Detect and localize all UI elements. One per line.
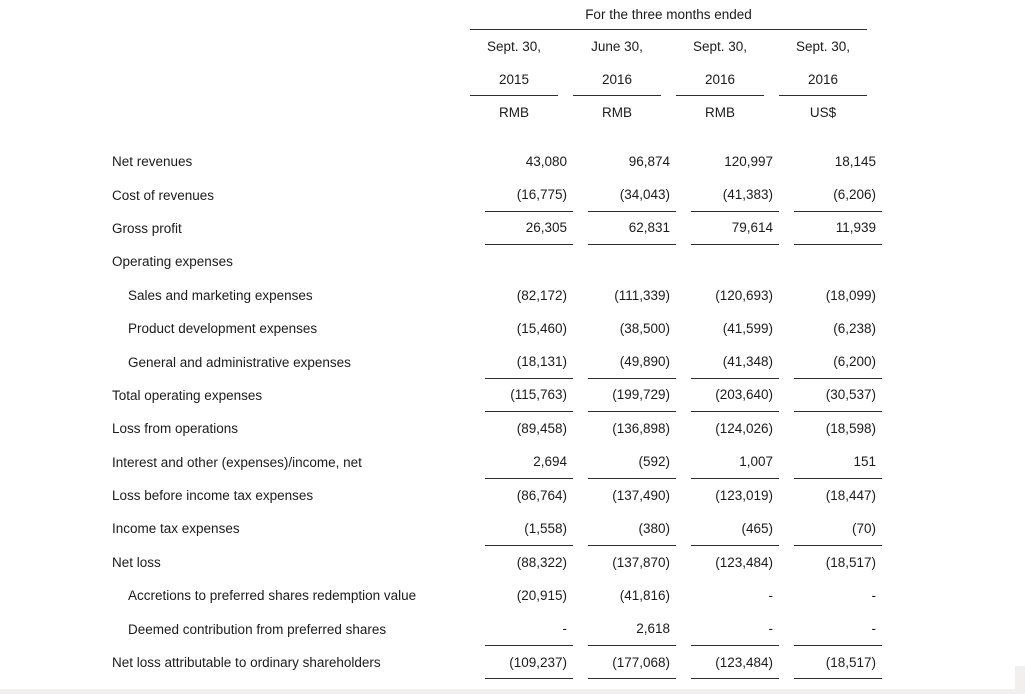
cell-value: 96,874 <box>628 154 670 170</box>
cell-value: (88,322) <box>516 554 567 570</box>
cell-value: (380) <box>588 512 676 545</box>
table-row <box>112 379 1025 412</box>
column-date-line1: Sept. 30, <box>795 39 851 54</box>
cell-value <box>691 245 779 278</box>
cell-value: (70) <box>794 512 882 545</box>
cell-value: (111,339) <box>614 287 670 303</box>
row-label: Total operating expenses <box>112 387 263 403</box>
row-label: Income tax expenses <box>112 521 240 537</box>
column-date-line1: June 30, <box>591 39 643 54</box>
cell-value: (18,598) <box>825 421 876 437</box>
table-row <box>112 479 1025 512</box>
cell-value: (41,599) <box>722 321 773 337</box>
cell-value: - <box>691 612 779 645</box>
cell-value: (15,460) <box>516 321 567 337</box>
column-unit: RMB <box>705 105 735 120</box>
table-title: For the three months ended <box>470 0 867 30</box>
row-label: Net loss attributable to ordinary shareholders <box>112 655 381 671</box>
cell-value <box>588 245 676 278</box>
table-row <box>112 446 1025 479</box>
table-row <box>112 512 1025 545</box>
cell-value: - <box>768 588 773 604</box>
table-row <box>112 178 1025 211</box>
table-row <box>112 345 1025 378</box>
cell-value: (592) <box>588 446 676 479</box>
row-label: Loss before income tax expenses <box>112 488 314 504</box>
cell-value: (124,026) <box>715 421 773 437</box>
cell-value: (123,484) <box>715 554 773 570</box>
cell-value: 18,145 <box>834 154 876 170</box>
table-header <box>112 0 1025 129</box>
column-date-line2: 2015 <box>470 63 558 96</box>
cell-value: (6,206) <box>794 178 882 211</box>
cell-value: (34,043) <box>588 178 676 211</box>
column-date-line1: Sept. 30, <box>486 39 542 54</box>
table-row <box>112 412 1025 445</box>
cell-value: 79,614 <box>691 212 779 245</box>
cell-value: (49,890) <box>588 345 676 378</box>
cell-value <box>485 245 573 278</box>
row-label: Accretions to preferred shares redemption value <box>128 588 417 604</box>
column-date-line1: Sept. 30, <box>692 39 748 54</box>
cell-value: (120,693) <box>715 287 773 303</box>
row-label: Interest and other (expenses)/income, net <box>112 454 362 470</box>
cell-value: (465) <box>691 512 779 545</box>
table-row <box>112 612 1025 645</box>
column-header-2 <box>573 30 661 129</box>
table-body <box>112 145 1025 679</box>
cell-value: (86,764) <box>516 488 567 504</box>
cell-value: (18,131) <box>485 345 573 378</box>
cell-value: (41,383) <box>691 178 779 211</box>
column-headers <box>470 30 867 129</box>
cell-value: (20,915) <box>516 588 567 604</box>
row-label: Net loss <box>112 554 161 570</box>
table-row <box>112 646 1025 679</box>
table-row <box>112 212 1025 245</box>
cell-value: (6,200) <box>794 345 882 378</box>
column-date-line2: 2016 <box>779 63 867 96</box>
column-header-1 <box>470 30 558 129</box>
page-edge-bottom <box>0 689 1025 694</box>
column-unit: RMB <box>499 105 529 120</box>
cell-value: (137,870) <box>612 554 670 570</box>
cell-value: (109,237) <box>485 646 573 679</box>
cell-value: 26,305 <box>485 212 573 245</box>
cell-value: (16,775) <box>485 178 573 211</box>
cell-value: (6,238) <box>833 321 876 337</box>
cell-value: (136,898) <box>612 421 670 437</box>
table-row <box>112 312 1025 345</box>
column-header-3 <box>676 30 764 129</box>
column-date-line2: 2016 <box>573 63 661 96</box>
row-label: Gross profit <box>112 220 182 236</box>
cell-value: 62,831 <box>588 212 676 245</box>
cell-value: 151 <box>794 446 882 479</box>
cell-value: 11,939 <box>794 212 882 245</box>
cell-value <box>794 245 882 278</box>
cell-value: (203,640) <box>691 379 779 412</box>
row-label: Operating expenses <box>112 254 233 270</box>
cell-value: 120,997 <box>724 154 773 170</box>
row-label: Sales and marketing expenses <box>128 287 313 303</box>
cell-value: (38,500) <box>619 321 670 337</box>
cell-value: (115,763) <box>485 379 573 412</box>
cell-value: - <box>794 612 882 645</box>
page-edge-corner <box>1015 666 1025 694</box>
cell-value: (177,068) <box>588 646 676 679</box>
cell-value: 43,080 <box>525 154 567 170</box>
table-row <box>112 145 1025 178</box>
column-header-4 <box>779 30 867 129</box>
cell-value: (123,484) <box>691 646 779 679</box>
cell-value: 2,618 <box>588 612 676 645</box>
cell-value: (18,099) <box>825 287 876 303</box>
row-label: Cost of revenues <box>112 187 215 203</box>
row-label: Product development expenses <box>128 321 318 337</box>
row-label: General and administrative expenses <box>128 354 351 370</box>
cell-value: (82,172) <box>516 287 567 303</box>
column-unit: US$ <box>809 105 837 120</box>
column-date-line2: 2016 <box>676 63 764 96</box>
cell-value: (41,348) <box>691 345 779 378</box>
cell-value: (30,537) <box>794 379 882 412</box>
cell-value: 2,694 <box>485 446 573 479</box>
cell-value: (18,447) <box>825 488 876 504</box>
row-label: Net revenues <box>112 154 193 170</box>
row-label: Deemed contribution from preferred shares <box>128 621 387 637</box>
table-row <box>112 546 1025 579</box>
cell-value: (18,517) <box>825 554 876 570</box>
row-label: Loss from operations <box>112 421 239 437</box>
cell-value: - <box>871 588 876 604</box>
cell-value: (199,729) <box>588 379 676 412</box>
cell-value: (89,458) <box>516 421 567 437</box>
cell-value: (123,019) <box>715 488 773 504</box>
cell-value: (18,517) <box>794 646 882 679</box>
table-row <box>112 245 1025 278</box>
numeric-header <box>470 0 867 129</box>
table-row <box>112 279 1025 312</box>
cell-value: 1,007 <box>691 446 779 479</box>
cell-value: (137,490) <box>612 488 670 504</box>
cell-value: - <box>485 612 573 645</box>
column-unit: RMB <box>602 105 632 120</box>
cell-value: (1,558) <box>485 512 573 545</box>
cell-value: (41,816) <box>619 588 670 604</box>
table-row <box>112 579 1025 612</box>
header-spacer <box>112 0 470 129</box>
